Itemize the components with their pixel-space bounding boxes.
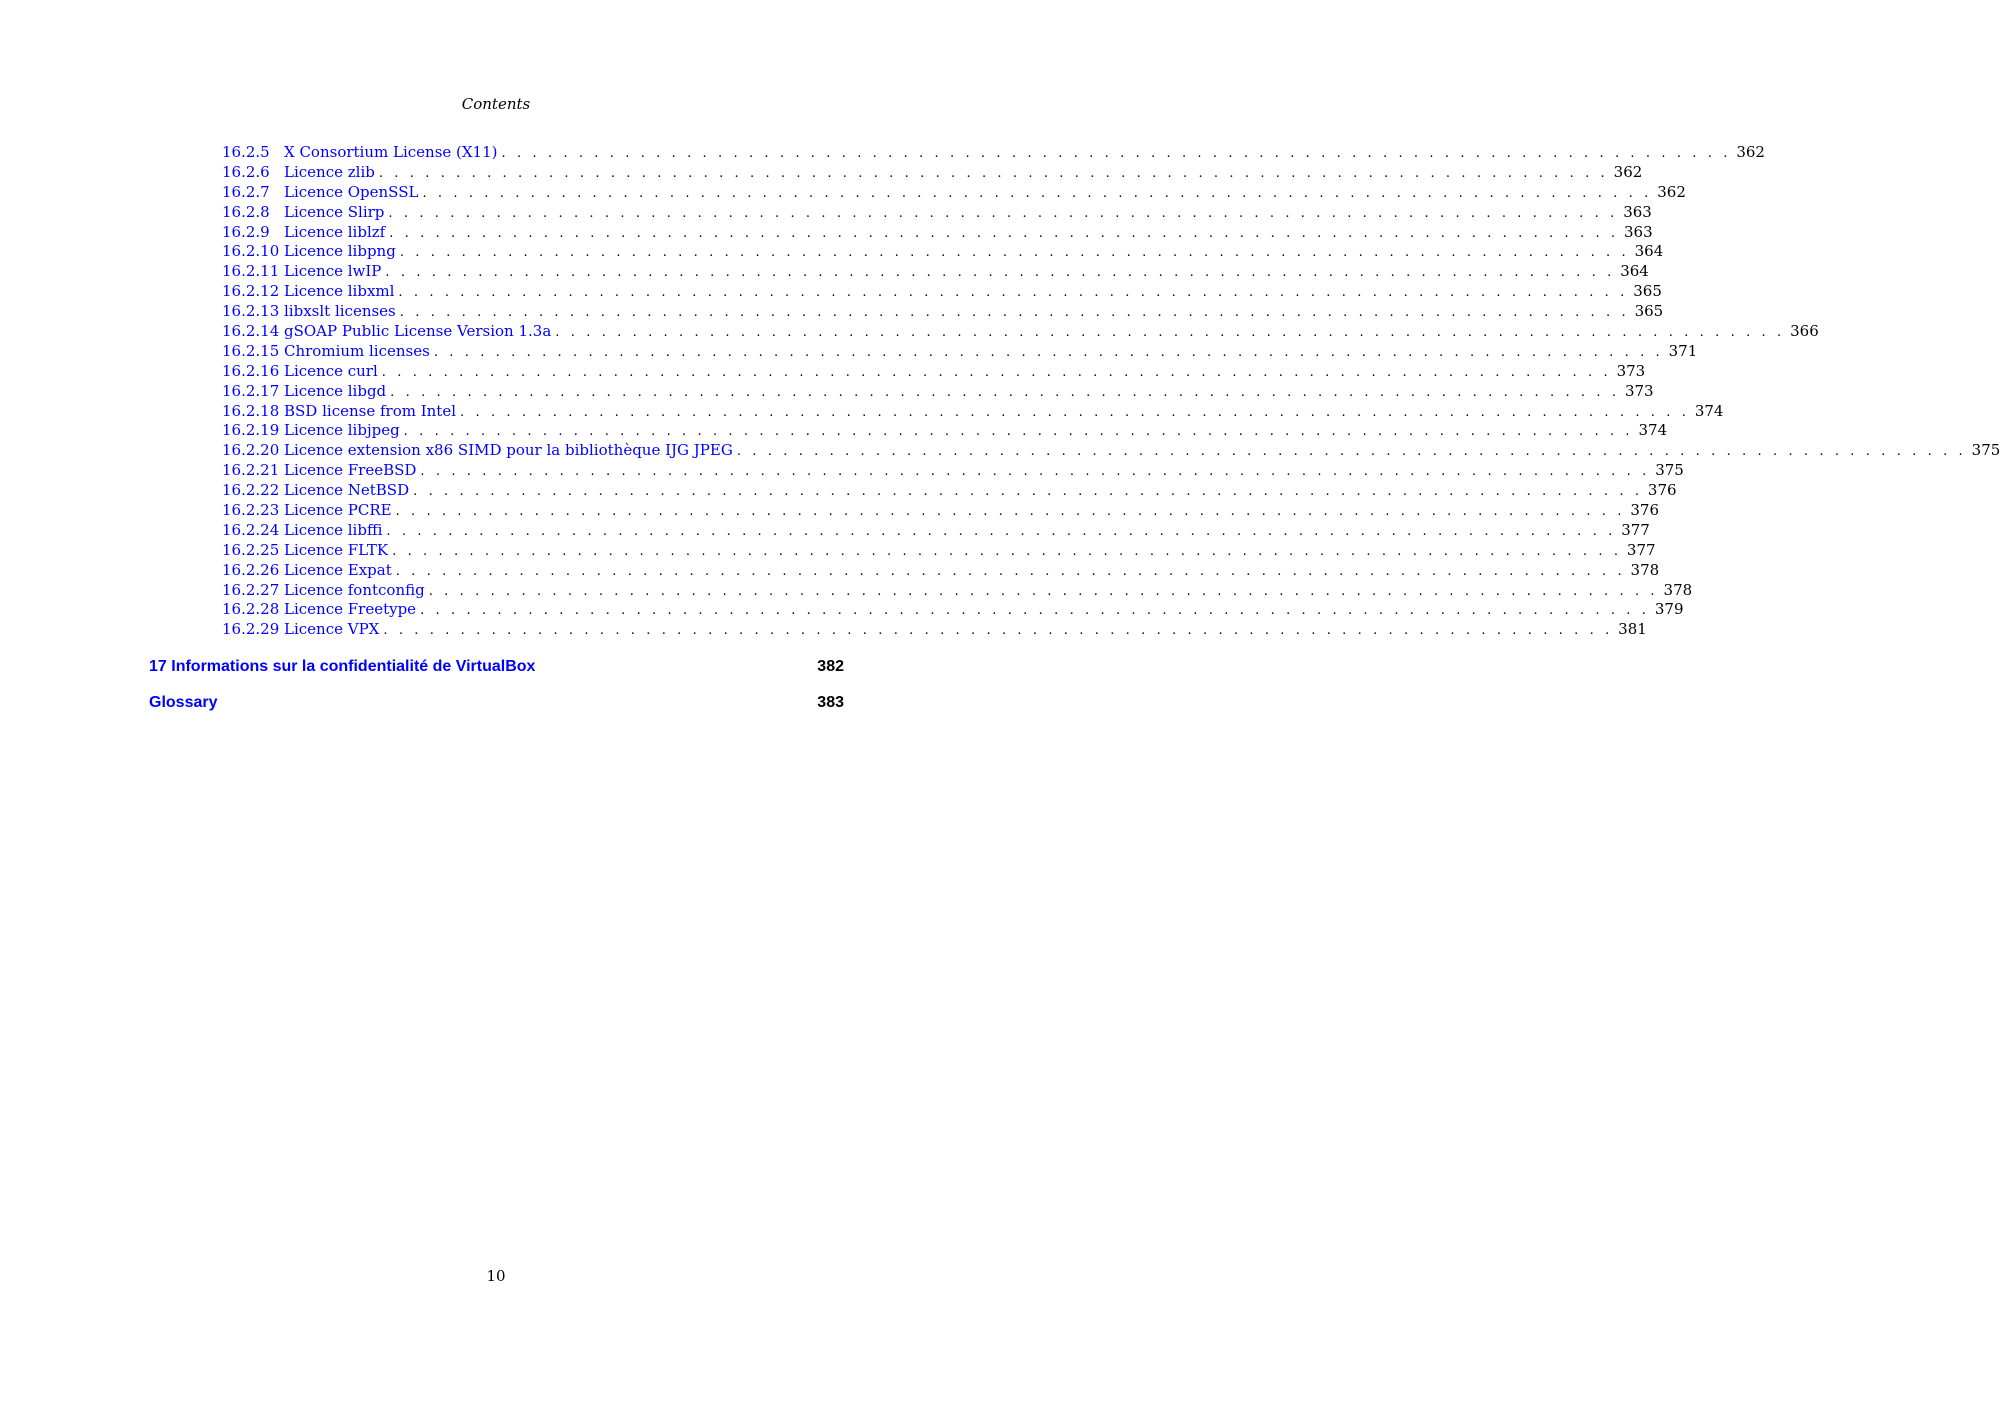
toc-entry-number-link[interactable]: 16.2.19 — [222, 421, 280, 440]
toc-dot-leader: . . . . . . . . . . . . . . . . . . . . . . . . . . . . . . . . . . . . . . . . . . . . . . . . . . . . . . . . . . . . . . . . . . . . . . . . . . . . . . . . — [399, 245, 1630, 261]
toc-dot-leader: . . . . . . . . . . . . . . . . . . . . . . . . . . . . . . . . . . . . . . . . . . . . . . . . . . . . . . . . . . . . . . . . . . . . . . . . . . . . . . . . — [395, 563, 1626, 579]
toc-entry[interactable] — [222, 401, 1724, 422]
toc-entry[interactable] — [222, 322, 1819, 342]
toc-entry[interactable] — [222, 421, 1668, 441]
toc-entry[interactable] — [222, 381, 1654, 402]
toc-entry-number-link[interactable]: 16.2.14 — [222, 322, 280, 341]
toc-dot-leader: . . . . . . . . . . . . . . . . . . . . . . . . . . . . . . . . . . . . . . . . . . . . . . . . . . . . . . . . . . . . . . . . . . . . . . . . . . . . . . . . — [420, 464, 1650, 480]
toc-entry-number-link[interactable]: 16.2.9 — [222, 222, 270, 241]
toc-dot-leader: . . . . . . . . . . . . . . . . . . . . . . . . . . . . . . . . . . . . . . . . . . . . . . . . . . . . . . . . . . . . . . . . . . . . . . . . . . . . . . . . — [736, 444, 1967, 460]
toc-entry-number-link[interactable]: 16.2.18 — [222, 401, 280, 420]
toc-dot-leader: . . . . . . . . . . . . . . . . . . . . . . . . . . . . . . . . . . . . . . . . . . . . . . . . . . . . . . . . . . . . . . . . . . . . . . . . . . . . . . . . — [381, 364, 1612, 380]
toc-entry-number-link[interactable]: 16.2.26 — [222, 560, 280, 579]
toc-dot-leader: . . . . . . . . . . . . . . . . . . . . . . . . . . . . . . . . . . . . . . . . . . . . . . . . . . . . . . . . . . . . . . . . . . . . . . . . . . . . . . . . — [395, 504, 1626, 520]
toc-entry-page: 365 — [1634, 302, 1664, 321]
toc-entry-title-link[interactable]: Licence liblzf — [284, 222, 386, 241]
toc-entry[interactable] — [222, 302, 1664, 322]
toc-entry[interactable] — [222, 620, 1647, 640]
toc-dot-leader: . . . . . . . . . . . . . . . . . . . . . . . . . . . . . . . . . . . . . . . . . . . . . . . . . . . . . . . . . . . . . . . . . . . . . . . . . . . . . . . . — [399, 305, 1630, 321]
toc-entry-page: 362 — [1736, 143, 1765, 161]
toc-entry-title-link[interactable]: Licence libxml — [284, 282, 395, 301]
toc-entry-title-link[interactable]: libxslt licenses — [284, 302, 396, 321]
toc-entry-title-link[interactable]: Licence libjpeg — [284, 421, 400, 440]
toc-entry-number-link[interactable]: 16.2.12 — [222, 282, 280, 301]
toc-entry-number-link[interactable]: 16.2.28 — [222, 600, 280, 619]
toc-entry-number-link[interactable]: 16.2.29 — [222, 620, 280, 639]
toc-dot-leader: . . . . . . . . . . . . . . . . . . . . . . . . . . . . . . . . . . . . . . . . . . . . . . . . . . . . . . . . . . . . . . . . . . . . . . . . . . . . . . . . — [378, 165, 1609, 181]
toc-entry-title-link[interactable]: BSD license from Intel — [284, 401, 457, 420]
toc-chapter-entry[interactable] — [149, 694, 844, 712]
toc-entry-title-link[interactable]: Licence FreeBSD — [284, 461, 417, 480]
toc-entry-number-link[interactable]: 16.2.21 — [222, 461, 280, 480]
toc-entry-title-link[interactable]: Licence libffi — [284, 520, 383, 539]
toc-entry-number-link[interactable]: 16.2.15 — [222, 341, 280, 360]
toc-entry-title-link[interactable]: Licence Expat — [284, 560, 392, 579]
toc-entry-number-link[interactable]: 16.2.20 — [222, 441, 280, 460]
toc-entry[interactable] — [222, 501, 1660, 521]
toc-dot-leader: . . . . . . . . . . . . . . . . . . . . . . . . . . . . . . . . . . . . . . . . . . . . . . . . . . . . . . . . . . . . . . . . . . . . . . . . . . . . . . . . — [413, 484, 1643, 500]
toc-dot-leader: . . . . . . . . . . . . . . . . . . . . . . . . . . . . . . . . . . . . . . . . . . . . . . . . . . . . . . . . . . . . . . . . . . . . . . . . . . . . . . . . — [389, 225, 1619, 241]
toc-entry-title-link[interactable]: Licence lwIP — [284, 262, 382, 281]
toc-entry[interactable] — [222, 481, 1677, 501]
toc-entry-page: 378 — [1630, 560, 1660, 579]
toc-entry[interactable] — [222, 262, 1649, 282]
toc-entry-page: 375 — [1971, 441, 2000, 460]
toc-entry-page: 374 — [1694, 401, 1724, 420]
toc-entry-number-link[interactable]: 16.2.7 — [222, 182, 270, 201]
toc-entry-title-link[interactable]: Chromium licenses — [284, 341, 430, 360]
toc-dot-leader: . . . . . . . . . . . . . . . . . . . . . . . . . . . . . . . . . . . . . . . . . . . . . . . . . . . . . . . . . . . . . . . . . . . . . . . . . . . . . . . . — [392, 543, 1622, 559]
toc-entry-page: 365 — [1633, 282, 1662, 301]
toc-entry-title-link[interactable]: Licence Slirp — [284, 202, 385, 221]
toc-entry-title-link[interactable]: Licence Freetype — [284, 600, 417, 619]
toc-entry-title-link[interactable]: Licence OpenSSL — [284, 182, 419, 201]
toc-entry-title-link[interactable]: Licence fontconfig — [284, 580, 425, 599]
toc-entry[interactable] — [222, 242, 1664, 262]
toc-dot-leader: . . . . . . . . . . . . . . . . . . . . . . . . . . . . . . . . . . . . . . . . . . . . . . . . . . . . . . . . . . . . . . . . . . . . . . . . . . . . . . . . — [420, 603, 1650, 619]
toc-entry[interactable] — [222, 580, 1693, 601]
toc-entry[interactable] — [222, 461, 1684, 481]
toc-entry-number-link[interactable]: 16.2.23 — [222, 501, 280, 520]
toc-chapter-entry[interactable] — [149, 658, 844, 676]
toc-entry-page: 373 — [1624, 381, 1654, 400]
toc-entry-title-link[interactable]: gSOAP Public License Version 1.3a — [284, 322, 552, 341]
toc-entry-page: 363 — [1623, 202, 1652, 221]
toc-entry-title-link[interactable]: Licence NetBSD — [284, 481, 410, 500]
toc-entry[interactable] — [222, 520, 1650, 541]
toc-entry-number-link[interactable]: 16.2.11 — [222, 262, 280, 281]
toc-entry[interactable] — [222, 182, 1686, 203]
toc-entry-page: 371 — [1668, 341, 1698, 360]
toc-entry-page: 376 — [1630, 501, 1660, 520]
toc-entry-title-link[interactable]: Licence curl — [284, 361, 378, 380]
toc-entry-number-link[interactable]: 16.2.5 — [222, 143, 270, 161]
toc-entry[interactable] — [222, 600, 1684, 620]
toc-dot-leader: . . . . . . . . . . . . . . . . . . . . . . . . . . . . . . . . . . . . . . . . . . . . . . . . . . . . . . . . . . . . . . . . . . . . . . . . . . . . . . . . — [383, 623, 1613, 639]
toc-entry-page: 378 — [1663, 580, 1693, 599]
toc-entry-page: 376 — [1647, 481, 1677, 500]
toc-entry-number-link[interactable]: 16.2.6 — [222, 162, 270, 181]
toc-entry-title-link[interactable]: X Consortium License (X11) — [284, 143, 498, 161]
toc-dot-leader: . . . . . . . . . . . . . . . . . . . . . . . . . . . . . . . . . . . . . . . . . . . . . . . . . . . . . . . . . . . . . . . . . . . . . . . . . . . . . . . . — [422, 185, 1652, 201]
toc-entry-number-link[interactable]: 16.2.27 — [222, 580, 280, 599]
toc-entry-number-link[interactable]: 16.2.24 — [222, 520, 280, 539]
running-header: Contents — [461, 95, 531, 113]
toc-entry[interactable] — [222, 222, 1653, 243]
toc-entry-number-link[interactable]: 16.2.8 — [222, 202, 270, 221]
toc-entry-title-link[interactable]: Licence libpng — [284, 242, 396, 261]
toc-dot-leader: . . . . . . . . . . . . . . . . . . . . . . . . . . . . . . . . . . . . . . . . . . . . . . . . . . . . . . . . . . . . . . . . . . . . . . . . . . . . . . . . — [385, 265, 1615, 281]
toc-dot-leader: . . . . . . . . . . . . . . . . . . . . . . . . . . . . . . . . . . . . . . . . . . . . . . . . . . . . . . . . . . . . . . . . . . . . . . . . . . . . . . . . — [386, 523, 1616, 539]
toc-chapter-page: 383 — [817, 694, 844, 711]
toc-entry-page: 377 — [1626, 540, 1656, 559]
page-number: 10 — [486, 1267, 506, 1285]
toc-entry-number-link[interactable]: 16.2.17 — [222, 381, 280, 400]
toc-subsection-list — [222, 143, 2000, 640]
toc-entry[interactable] — [222, 341, 1698, 362]
toc-entry-page: 362 — [1657, 182, 1686, 201]
toc-entry-number-link[interactable]: 16.2.10 — [222, 242, 280, 261]
toc-chapter-title-link[interactable]: 17 Informations sur la confidentialité de VirtualBox — [149, 658, 536, 675]
toc-entry[interactable] — [222, 540, 1656, 561]
toc-chapter-title-link[interactable]: Glossary — [149, 694, 218, 711]
toc-entry-page: 363 — [1624, 222, 1653, 241]
toc-entry-page: 366 — [1790, 322, 1819, 341]
toc-entry[interactable] — [222, 143, 1765, 163]
toc-entry[interactable] — [222, 202, 1652, 223]
toc-entry-page: 375 — [1655, 461, 1684, 480]
toc-entry-page: 364 — [1620, 262, 1649, 281]
toc-entry-number-link[interactable]: 16.2.13 — [222, 302, 280, 321]
toc-dot-leader: . . . . . . . . . . . . . . . . . . . . . . . . . . . . . . . . . . . . . . . . . . . . . . . . . . . . . . . . . . . . . . . . . . . . . . . . . . . . . . . . — [555, 325, 1785, 341]
toc-dot-leader: . . . . . . . . . . . . . . . . . . . . . . . . . . . . . . . . . . . . . . . . . . . . . . . . . . . . . . . . . . . . . . . . . . . . . . . . . . . . . . . . — [460, 404, 1690, 420]
toc-dot-leader: . . . . . . . . . . . . . . . . . . . . . . . . . . . . . . . . . . . . . . . . . . . . . . . . . . . . . . . . . . . . . . . . . . . . . . . . . . . . . . . . — [388, 205, 1618, 221]
toc-entry-title-link[interactable]: Licence VPX — [284, 620, 380, 639]
toc-dot-leader: . . . . . . . . . . . . . . . . . . . . . . . . . . . . . . . . . . . . . . . . . . . . . . . . . . . . . . . . . . . . . . . . . . . . . . . . . . . . . . . . — [390, 384, 1620, 400]
toc-entry-title-link[interactable]: Licence PCRE — [284, 501, 392, 520]
toc-entry-page: 362 — [1613, 162, 1643, 181]
toc-entry-page: 373 — [1616, 361, 1646, 380]
toc-entry-number-link[interactable]: 16.2.25 — [222, 540, 280, 559]
toc-entry-page: 374 — [1638, 421, 1668, 440]
toc-dot-leader: . . . . . . . . . . . . . . . . . . . . . . . . . . . . . . . . . . . . . . . . . . . . . . . . . . . . . . . . . . . . . . . . . . . . . . . . . . . . . . . . — [433, 344, 1664, 360]
toc-entry-page: 377 — [1621, 520, 1650, 539]
toc-entry-page: 364 — [1634, 242, 1664, 261]
toc-dot-leader: . . . . . . . . . . . . . . . . . . . . . . . . . . . . . . . . . . . . . . . . . . . . . . . . . . . . . . . . . . . . . . . . . . . . . . . . . . . . . . . . — [403, 424, 1634, 440]
toc-entry-title-link[interactable]: Licence extension x86 SIMD pour la bibliothèque IJG JPEG — [284, 441, 733, 460]
toc-entry[interactable] — [222, 282, 1662, 302]
toc-dot-leader: . . . . . . . . . . . . . . . . . . . . . . . . . . . . . . . . . . . . . . . . . . . . . . . . . . . . . . . . . . . . . . . . . . . . . . . . . . . . . . . . — [501, 146, 1731, 161]
toc-dot-leader: . . . . . . . . . . . . . . . . . . . . . . . . . . . . . . . . . . . . . . . . . . . . . . . . . . . . . . . . . . . . . . . . . . . . . . . . . . . . . . . . — [398, 285, 1628, 301]
toc-entry-page: 381 — [1618, 620, 1647, 639]
toc-entry-title-link[interactable]: Licence libgd — [284, 381, 387, 400]
toc-entry[interactable] — [222, 162, 1643, 183]
toc-entry[interactable] — [222, 441, 2000, 461]
toc-chapter-page: 382 — [817, 658, 844, 675]
toc-entry-number-link[interactable]: 16.2.22 — [222, 481, 280, 500]
toc-entry-title-link[interactable]: Licence zlib — [284, 162, 375, 181]
toc-entry[interactable] — [222, 560, 1660, 581]
toc-entry-title-link[interactable]: Licence FLTK — [284, 540, 389, 559]
toc-dot-leader: . . . . . . . . . . . . . . . . . . . . . . . . . . . . . . . . . . . . . . . . . . . . . . . . . . . . . . . . . . . . . . . . . . . . . . . . . . . . . . . . — [428, 583, 1659, 599]
toc-entry-page: 379 — [1654, 600, 1684, 619]
toc-entry[interactable] — [222, 361, 1646, 382]
toc-entry-number-link[interactable]: 16.2.16 — [222, 361, 280, 380]
